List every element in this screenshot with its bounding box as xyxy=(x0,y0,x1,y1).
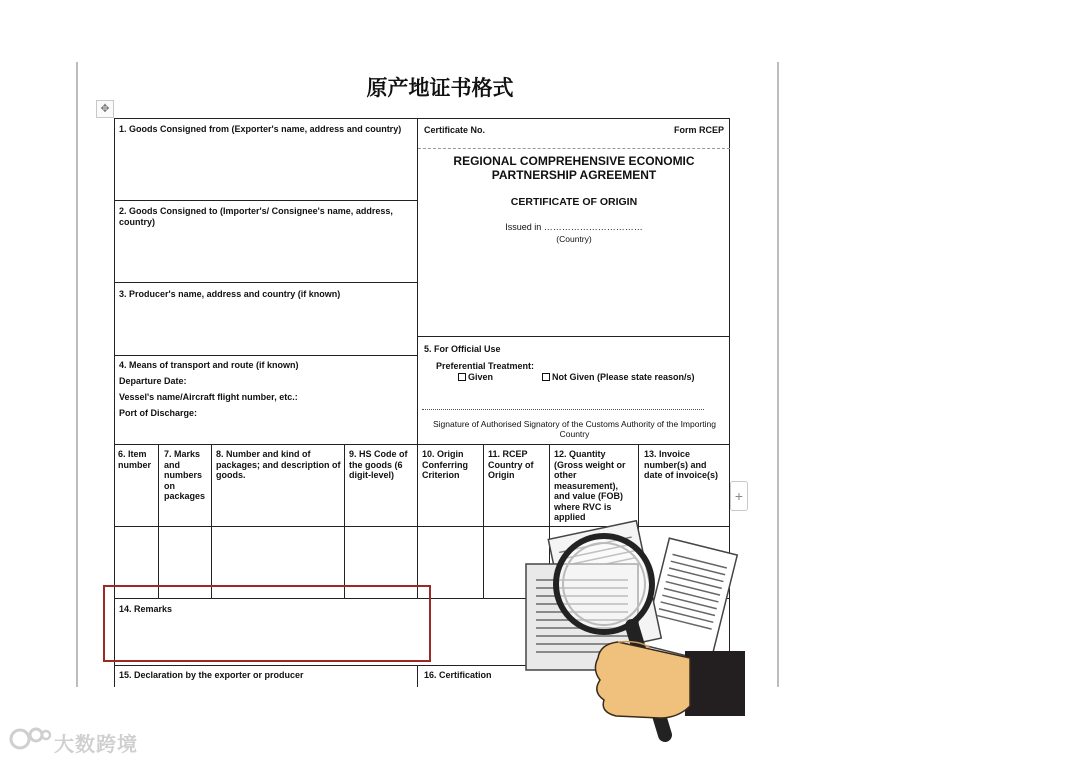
col-rcep-country: 11. RCEP Country of Origin xyxy=(488,449,534,480)
certificate-of-origin: CERTIFICATE OF ORIGIN xyxy=(510,196,638,208)
table-move-icon[interactable]: ✥ xyxy=(96,100,114,118)
col-quantity-value: 12. Quantity (Gross weight or other measurement), and value (FOB) where RVC is applied xyxy=(554,449,626,522)
page-left-edge xyxy=(76,62,78,687)
box16-certification: 16. Certification xyxy=(424,670,492,680)
signature-dotted-line xyxy=(422,409,704,410)
box1-label: 1. Goods Consigned from (Exporter's name, address and country) xyxy=(119,124,402,134)
col-marks-numbers: 7. Marks and numbers on packages xyxy=(164,449,206,501)
customs-signature: Signature of Authorised Signatory of the Customs Authority of the Importing Country xyxy=(432,419,717,439)
form-name-label: Form RCEP xyxy=(673,125,724,135)
certificate-no-label: Certificate No. xyxy=(424,125,486,135)
col-invoice: 13. Invoice number(s) and date of invoice(s) xyxy=(644,449,719,480)
page-title: 原产地证书格式 xyxy=(366,75,514,100)
given-checkbox[interactable] xyxy=(458,373,466,381)
box5-title: 5. For Official Use xyxy=(424,344,501,354)
col-item-number: 6. Item number xyxy=(118,449,152,470)
add-column-plus-icon[interactable]: + xyxy=(730,481,748,511)
header-dashed-divider xyxy=(418,148,730,149)
not-given-option xyxy=(542,372,695,383)
issued-country: (Country) xyxy=(556,234,592,244)
remarks-highlight-box xyxy=(103,585,431,662)
box4-departure: Departure Date: xyxy=(119,376,187,386)
given-label: Given xyxy=(468,372,494,382)
page-right-edge xyxy=(777,62,779,687)
issued-in: Issued in …………………………… xyxy=(505,222,643,232)
preferential-treatment: Preferential Treatment: xyxy=(436,361,535,371)
document-back xyxy=(643,538,738,662)
box2-label: 2. Goods Consigned to (Importer's/ Consignee's name, address, country) xyxy=(119,206,393,227)
hand-icon xyxy=(595,642,745,718)
watermark-text: 大数跨境 xyxy=(54,732,138,756)
box15-declaration: 15. Declaration by the exporter or producer xyxy=(119,670,304,680)
not-given-label: Not Given (Please state reason/s) xyxy=(552,372,695,382)
box14-remarks: 14. Remarks xyxy=(119,604,173,614)
col-origin-criterion: 10. Origin Conferring Criterion xyxy=(422,449,468,480)
col-packages-description: 8. Number and kind of packages; and description of goods. xyxy=(216,449,341,480)
col-hs-code: 9. HS Code of the goods (6 digit-level) xyxy=(349,449,408,480)
not-given-checkbox[interactable] xyxy=(542,373,550,381)
watermark-logo-icon xyxy=(8,726,52,752)
agreement-line-1: REGIONAL COMPREHENSIVE ECONOMIC xyxy=(453,154,695,168)
magnifier-documents-icon xyxy=(520,520,750,750)
box4-title: 4. Means of transport and route (if known) xyxy=(119,360,299,370)
given-option xyxy=(458,372,493,383)
agreement-line-2: PARTNERSHIP AGREEMENT xyxy=(491,168,657,182)
box4-port: Port of Discharge: xyxy=(119,408,198,418)
box4-vessel: Vessel's name/Aircraft flight number, etc.: xyxy=(119,392,298,402)
box3-label: 3. Producer's name, address and country (if known) xyxy=(119,289,341,299)
